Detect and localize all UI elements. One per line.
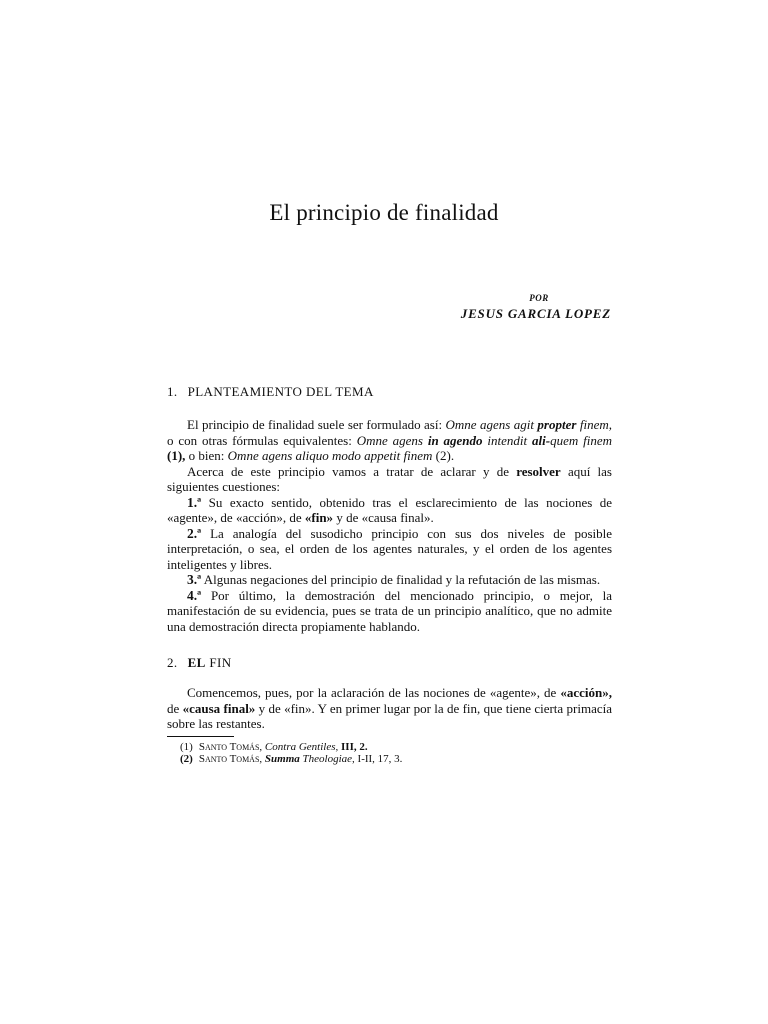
footnote-reference: (1), [167, 448, 186, 463]
text-span: de [167, 700, 183, 716]
text-span: y de «causa final». [333, 510, 434, 525]
paragraph [167, 464, 612, 495]
section-1-number: 1. [167, 384, 178, 399]
footnote-2 [180, 753, 402, 765]
section-2-title: FIN [205, 655, 232, 670]
latin-quote: ali- [532, 432, 551, 448]
footnote-divider [167, 736, 234, 737]
item-ordinal: 3.ª [187, 572, 202, 587]
text-span: «causa final» [182, 700, 256, 716]
latin-quote: quem finem [550, 432, 612, 448]
footnote-citation: I-II, 17, 3. [354, 753, 403, 765]
latin-quote: Omne agens aliquo modo appetit finem [227, 448, 433, 463]
section-1-heading [167, 384, 374, 400]
text-span: Por último, la demostración del mencionado principio, o mejor, la manifestación de su evidencia, pues se trata de un principio analítico, que no admite una demostración directa propiamente hablando. [167, 587, 612, 634]
text-span: o con otras fórmulas equivalentes: [167, 432, 357, 448]
byline-label: POR [529, 293, 549, 303]
list-item [167, 526, 612, 573]
footnotes [180, 741, 402, 765]
author-name: JESUS GARCIA LOPEZ [460, 306, 611, 321]
text-span: El principio de finalidad suele ser formulado así: [187, 417, 446, 432]
latin-quote: finem, [579, 417, 612, 432]
text-span: Algunas negaciones del principio de finalidad y la refutación de las mismas. [201, 572, 601, 587]
footnote-work: Theologiae, [299, 753, 355, 765]
text-span: La analogía del susodicho principio con sus dos niveles de posible interpretación, o sea, el orden de los agentes naturales, y el orden de los agentes inteligentes y libres. [167, 525, 612, 572]
section-2-heading [167, 655, 232, 671]
text-span: y de «fin». Y en primer lugar por la de fin, que tiene cierta primacía sobre las restantes. [167, 700, 613, 731]
paragraph [167, 417, 612, 464]
list-item [167, 572, 612, 588]
latin-quote: intendit [482, 432, 533, 448]
text-span: aquí las siguientes cuestiones: [167, 463, 612, 494]
text-span: «fin» [304, 510, 334, 525]
list-item [167, 495, 612, 526]
section-2-number: 2. [167, 655, 178, 670]
footnote-number: (2) [180, 753, 193, 765]
footnote-1 [180, 741, 402, 753]
footnote-author: Santo Tomás, [198, 753, 263, 765]
paragraph [167, 685, 612, 732]
item-ordinal: 1.ª [187, 494, 202, 510]
section-2-title-bold: EL [187, 655, 206, 670]
text-span: Su exacto sentido, obtenido tras el esclarecimiento de las nociones de «agente», de «acción», de [167, 494, 612, 525]
section-1-title: PLANTEAMIENTO DEL TEMA [187, 384, 374, 399]
latin-quote: propter [537, 417, 577, 432]
section-1-body [167, 417, 612, 634]
text-span: resolver [516, 463, 561, 479]
footnote-author: Santo Tomás, [198, 741, 263, 753]
text-span: Comencemos, pues, por la aclaración de las nociones de «agente», de [187, 685, 561, 700]
footnote-work: Summa [262, 753, 300, 765]
section-2-body [167, 685, 612, 732]
text-span: Acerca de este principio vamos a tratar de aclarar y de [187, 463, 517, 479]
footnote-number: (1) [180, 741, 193, 753]
footnote-citation: III, 2. [338, 741, 368, 753]
latin-quote: in agendo [427, 432, 483, 448]
latin-quote: Omne agens [356, 432, 428, 448]
footnote-work: Contra Gentiles, [262, 741, 339, 753]
item-ordinal: 2.ª [187, 525, 202, 541]
text-span: o bien: [185, 448, 228, 463]
item-ordinal: 4.ª [187, 587, 202, 603]
footnote-reference: (2). [432, 448, 455, 463]
list-item [167, 588, 612, 635]
latin-quote: Omne agens agit [445, 417, 538, 432]
text-span: «acción», [560, 685, 612, 700]
article-title: El principio de finalidad [269, 200, 499, 225]
